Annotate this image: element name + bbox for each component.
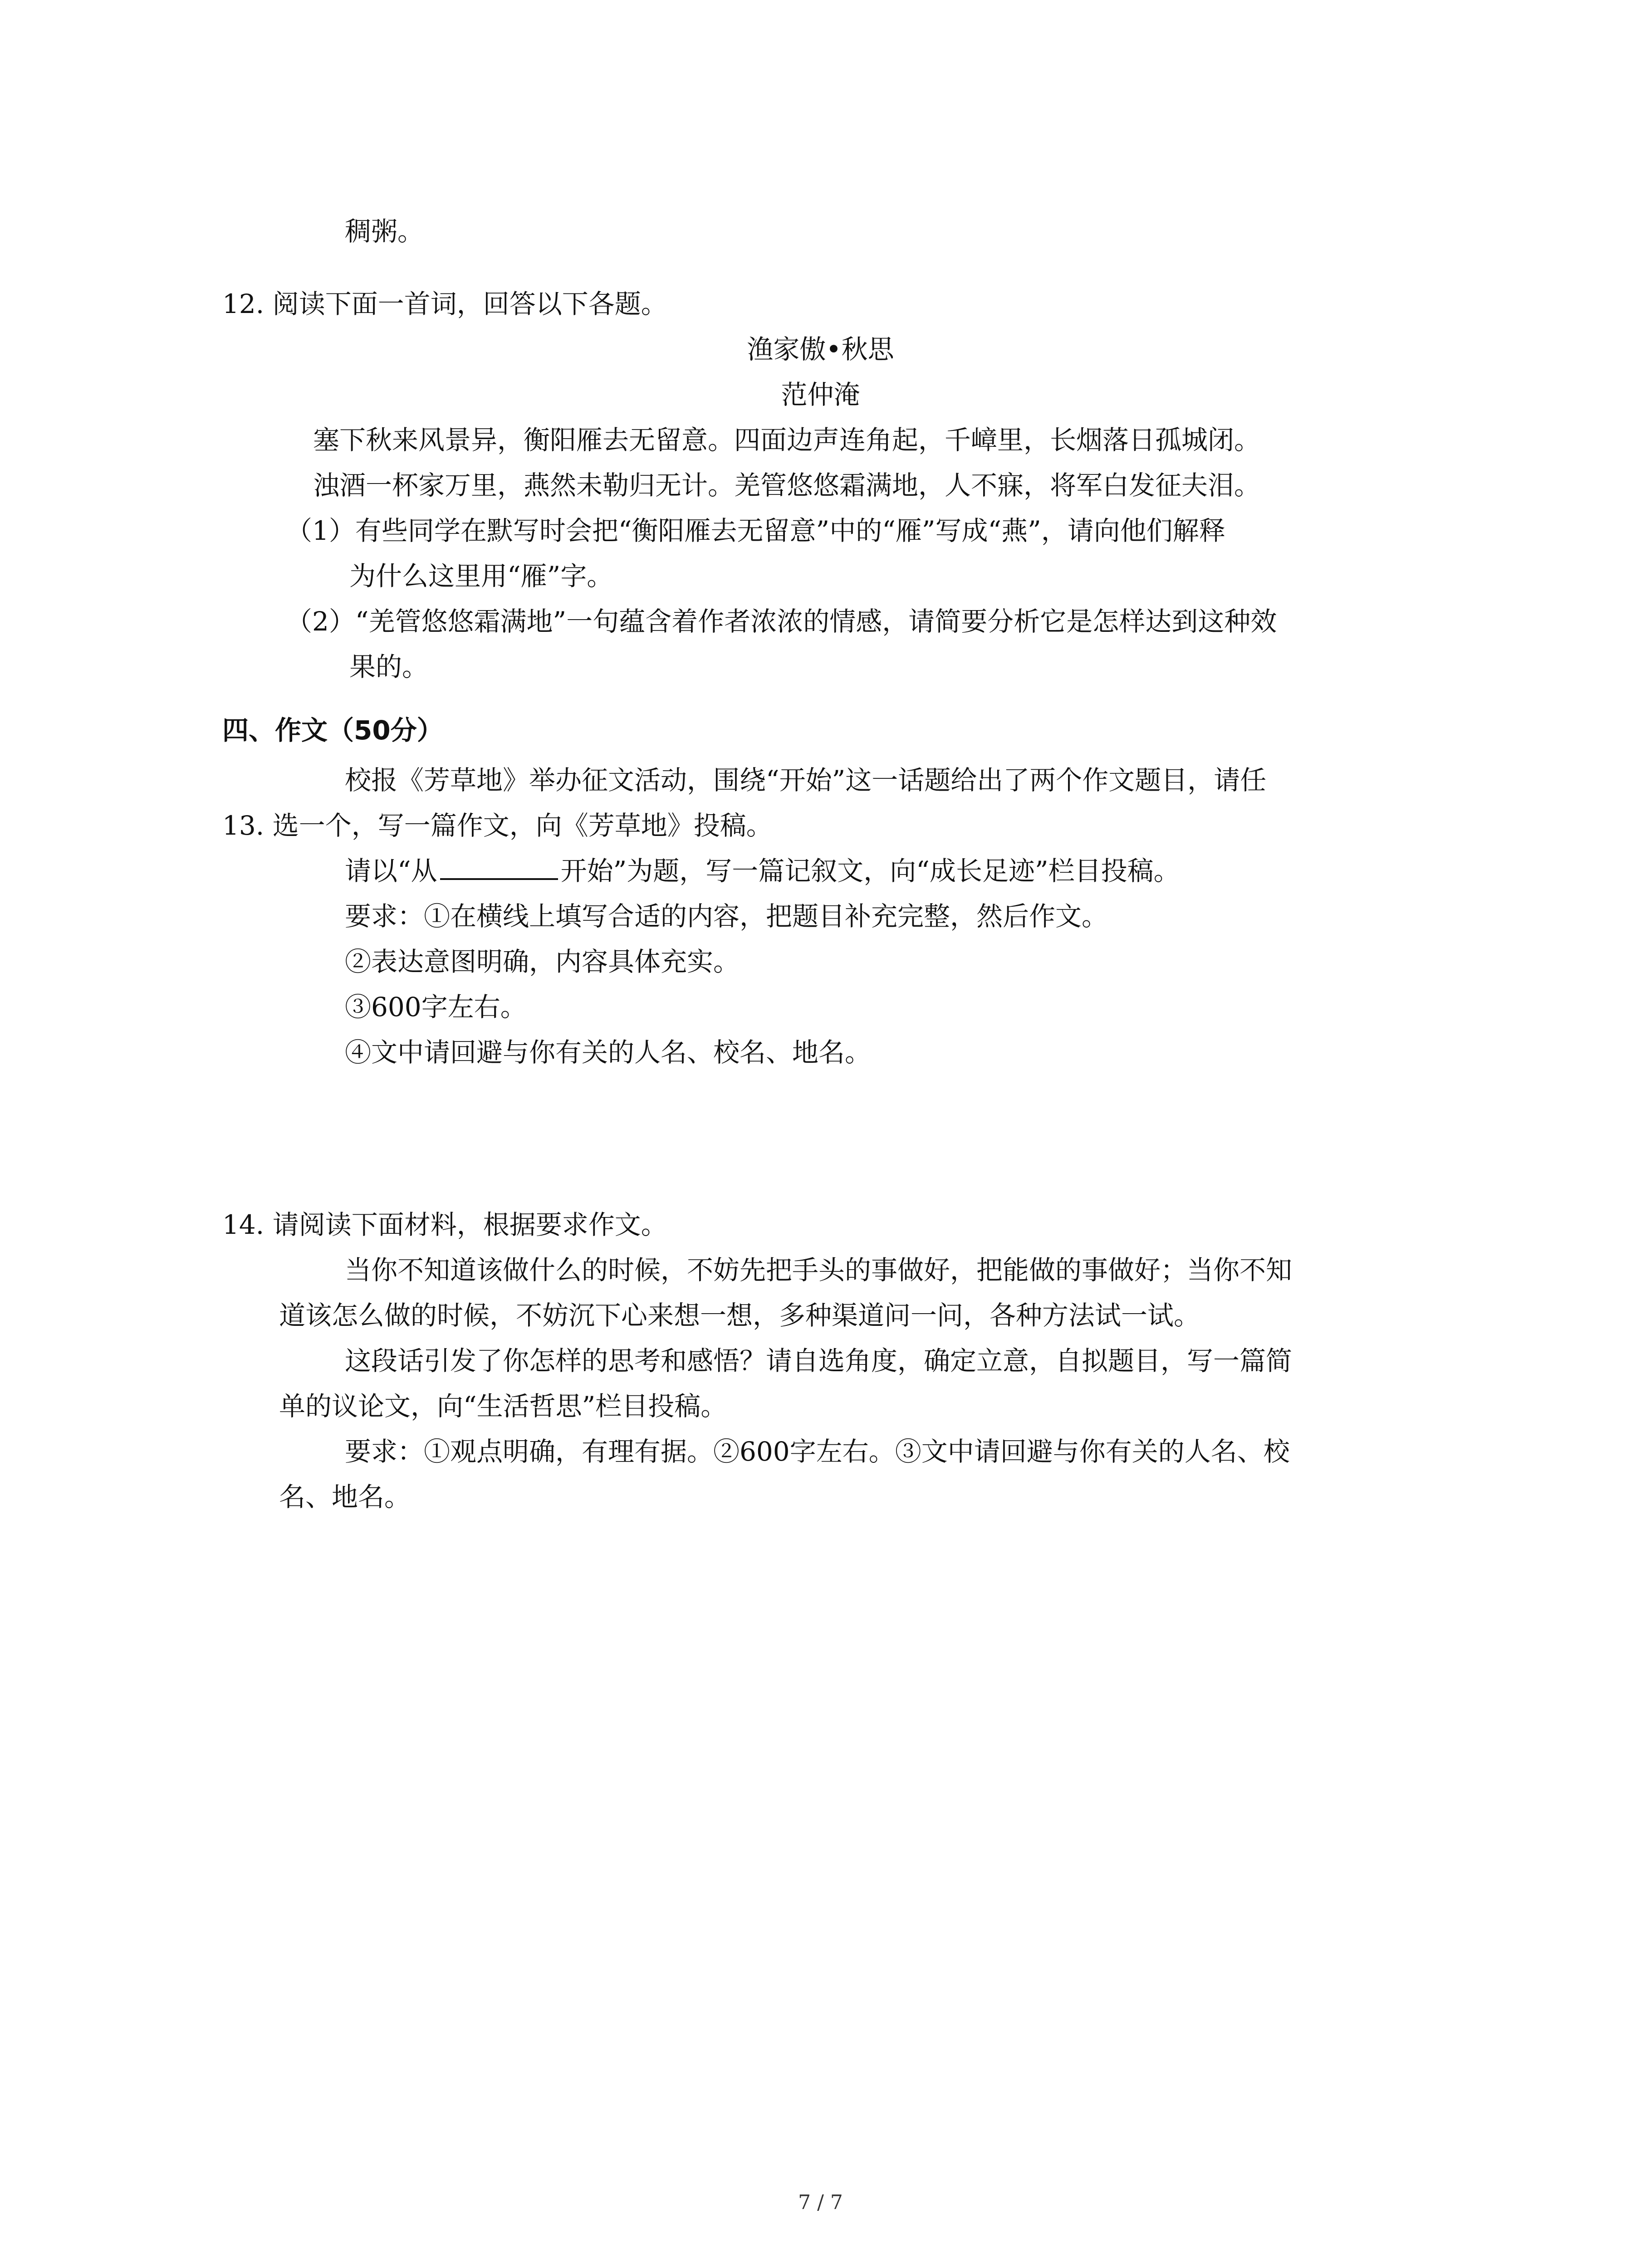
q13-req-4: ④文中请回避与你有关的人名、校名、地名。 [345, 1037, 872, 1068]
q14-material-line-b: 道该怎么做的时候，不妨沉下心来想一想，多种渠道问一问，各种方法试一试。 [279, 1300, 1200, 1331]
q14-task-line-a: 这段话引发了你怎样的思考和感悟？请自选角度，确定立意，自拟题目，写一篇简 [345, 1345, 1293, 1376]
q12-sub2-line-a: （2）“羌管悠悠霜满地”一句蕴含着作者浓浓的情感，请简要分析它是怎样达到这种效 [286, 606, 1277, 637]
q13-number: 13. [222, 810, 265, 841]
q14-req-line-b: 名、地名。 [279, 1481, 411, 1512]
q13-req-1: 要求：①在横线上填写合适的内容，把题目补充完整，然后作文。 [345, 901, 1108, 932]
q13-intro-line-a: 校报《芳草地》举办征文活动，围绕“开始”这一话题给出了两个作文题目，请任 [345, 765, 1267, 796]
continuation-text: 稠粥。 [345, 216, 424, 247]
q13-prompt-post: 开始”为题，写一篇记叙文，向“成长足迹”栏目投稿。 [560, 855, 1180, 886]
q12-stem-line [222, 286, 667, 322]
q13-prompt-pre: 请以“从 [345, 855, 437, 886]
q12-stem: 阅读下面一首词，回答以下各题。 [272, 288, 667, 319]
q14-number: 14. [222, 1209, 265, 1240]
poem-line-1: 塞下秋来风景异，衡阳雁去无留意。四面边声连角起，千嶂里，长烟落日孤城闭。 [313, 425, 1261, 455]
poem-author: 范仲淹 [781, 379, 860, 410]
q13-req-2: ②表达意图明确，内容具体充实。 [345, 946, 740, 977]
poem-line-2: 浊酒一杯家万里，燕然未勒归无计。羌管悠悠霜满地，人不寐，将军白发征夫泪。 [313, 470, 1261, 501]
section-4-title: 四、作文（50分） [222, 715, 443, 746]
q12-number: 12. [222, 288, 265, 319]
poem-title: 渔家傲•秋思 [747, 334, 894, 365]
q13-intro-line-b: 选一个，写一篇作文，向《芳草地》投稿。 [272, 810, 773, 841]
q14-req-line-a: 要求：①观点明确，有理有据。②600字左右。③文中请回避与你有关的人名、校 [345, 1436, 1290, 1467]
q14-stem-line [222, 1207, 667, 1243]
q12-sub1-line-a: （1）有些同学在默写时会把“衡阳雁去无留意”中的“雁”写成“燕”，请向他们解释 [286, 515, 1225, 546]
q14-material-line-a: 当你不知道该做什么的时候，不妨先把手头的事做好，把能做的事做好；当你不知 [345, 1255, 1293, 1286]
page-number: 7 / 7 [798, 2191, 843, 2214]
q13-prompt [345, 853, 1180, 889]
q12-sub2-line-b: 果的。 [349, 651, 429, 682]
q14-stem: 请阅读下面材料，根据要求作文。 [272, 1209, 667, 1240]
q14-task-line-b: 单的议论文，向“生活哲思”栏目投稿。 [279, 1391, 727, 1422]
q12-sub1-line-b: 为什么这里用“雁”字。 [349, 561, 613, 591]
title-blank-line [440, 855, 558, 880]
q13-req-3: ③600字左右。 [345, 992, 527, 1022]
q13-intro-line-b-row [222, 807, 773, 844]
